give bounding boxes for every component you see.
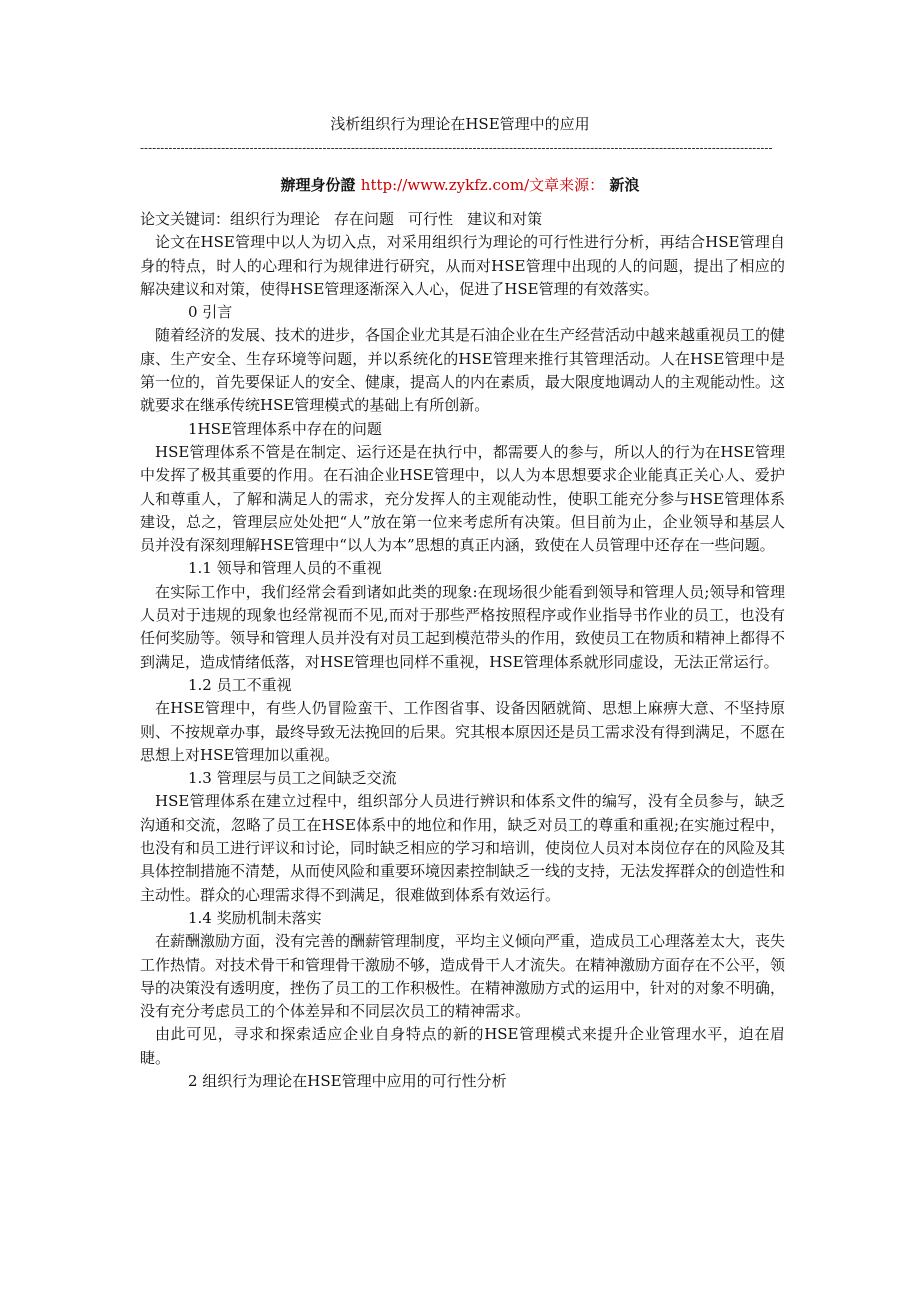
paragraph-conclusion: 由此可见，寻求和探索适应企业自身特点的新的HSE管理模式来提升企业管理水平，迫在眉睫。 (140, 1025, 785, 1067)
source-link[interactable]: http://www.zykfz.com/文章来源： (360, 176, 605, 194)
source-line (0, 174, 920, 196)
keywords-line (140, 208, 785, 231)
keyword-item: 存在问题 (334, 210, 395, 228)
section-heading-2: 2 组织行为理论在HSE管理中应用的可行性分析 (188, 1071, 507, 1090)
section-heading-0: 0 引言 (188, 303, 233, 322)
section-heading-1: 1HSE管理体系中存在的问题 (188, 419, 382, 438)
divider-line: ------------------------------------------------------------------------------------------------------------------------------------------------------------ (140, 141, 773, 155)
keywords-label: 论文关键词： (140, 210, 231, 228)
source-prefix: 辦理身份證 (280, 176, 356, 194)
paragraph-intro: 随着经济的发展、技术的进步，各国企业尤其是石油企业在生产经营活动中越来越重视员工的健康、生产安全、生存环境等问题，并以系统化的HSE管理来推行其管理活动。人在HSE管理中是第一位的，首先要保证人的安全、健康，提高人的内在素质，最大限度地调动人的主观能动性。这就要求在继承传统HSE管理模式的基础上有所创新。 (140, 326, 786, 415)
section-heading-1-3: 1.3 管理层与员工之间缺乏交流 (188, 769, 397, 788)
section-heading-1-4: 1.4 奖励机制未落实 (188, 908, 322, 927)
section-heading-1-1: 1.1 领导和管理人员的不重视 (188, 559, 382, 578)
paragraph-1-1: 在实际工作中，我们经常会看到诸如此类的现象:在现场很少能看到领导和管理人员;领导和管理人员对于违规的现象也经常视而不见,而对于那些严格按照程序或作业指导书作业的员工，也没有任何奖励等。领导和管理人员并没有对员工起到模范带头的作用，致使员工在物质和精神上都得不到满足，造成情绪低落，对HSE管理也同样不重视，HSE管理体系就形同虚设，无法正常运行。 (140, 582, 786, 671)
keyword-item: 可行性 (408, 210, 454, 228)
paragraph-1-3: HSE管理体系在建立过程中，组织部分人员进行辨识和体系文件的编写，没有全员参与，缺乏沟通和交流，忽略了员工在HSE体系中的地位和作用，缺乏对员工的尊重和重视;在实施过程中，也没有和员工进行评议和讨论，同时缺乏相应的学习和培训，使岗位人员对本岗位存在的风险及其具体控制措施不清楚，从而使风险和重要环境因素控制缺乏一线的支持，无法发挥群众的创造性和主动性。群众的心理需求得不到满足，很难做到体系有效运行。 (140, 792, 786, 904)
paragraph-1-4: 在薪酬激励方面，没有完善的酬薪管理制度，平均主义倾向严重，造成员工心理落差太大，丧失工作热情。对技术骨干和管理骨干激励不够，造成骨干人才流失。在精神激励方面存在不公平，领导的决策没有透明度，挫伤了员工的工作积极性。在精神激励方式的运用中，针对的对象不明确，没有充分考虑员工的个体差异和不同层次员工的精神需求。 (140, 932, 786, 1021)
keyword-item: 组织行为理论 (230, 210, 321, 228)
paragraph-1-2: 在HSE管理中，有些人仍冒险蛮干、工作图省事、设备因陋就简、思想上麻痹大意、不坚持原则、不按规章办事，最终导致无法挽回的后果。究其根本原因还是员工需求没有得到满足，不愿在思想上对HSE管理加以重视。 (140, 699, 786, 764)
paragraph-1: HSE管理体系不管是在制定、运行还是在执行中，都需要人的参与，所以人的行为在HSE管理中发挥了极其重要的作用。在石油企业HSE管理中，以人为本思想要求企业能真正关心人、爱护人和尊重人，了解和满足人的需求，充分发挥人的主观能动性，使职工能充分参与HSE管理体系建设，总之，管理层应处处把“人”放在第一位来考虑所有决策。但目前为止，企业领导和基层人员并没有深刻理解HSE管理中“以人为本”思想的真正内涵，致使在人员管理中还存在一些问题。 (140, 442, 785, 555)
source-suffix: 新浪 (609, 176, 640, 194)
doc-title: 浅析组织行为理论在HSE管理中的应用 (330, 115, 590, 133)
section-heading-1-2: 1.2 员工不重视 (188, 675, 292, 694)
keyword-item: 建议和对策 (467, 210, 543, 228)
article-body (140, 208, 785, 1093)
abstract-paragraph: 论文在HSE管理中以人为切入点，对采用组织行为理论的可行性进行分析，再结合HSE管理自身的特点，时人的心理和行为规律进行研究，从而对HSE管理中出现的人的问题，提出了相应的解决建议和对策，使得HSE管理逐渐深入人心，促进了HSE管理的有效落实。 (140, 233, 785, 298)
